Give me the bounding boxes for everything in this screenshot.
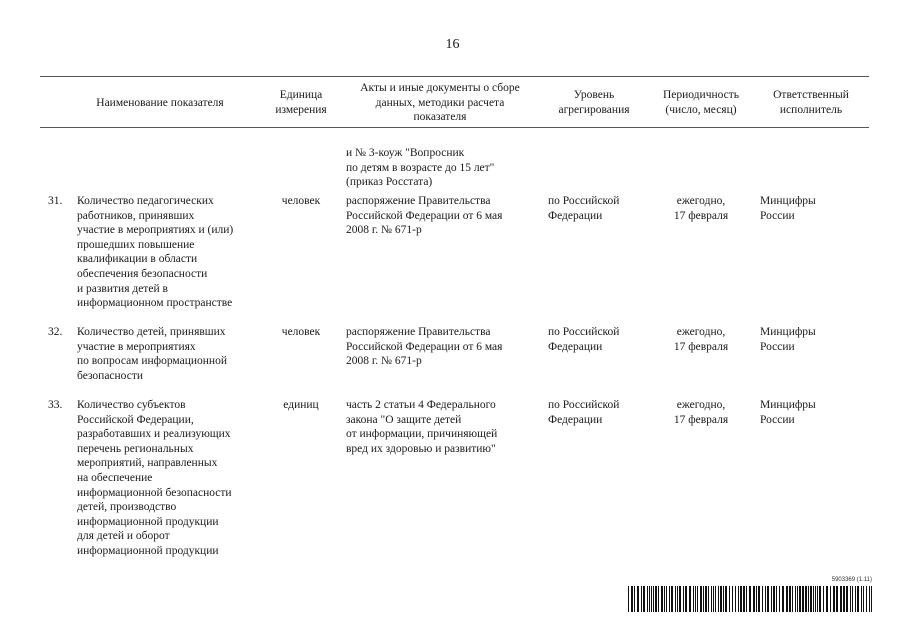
barcode-bar bbox=[792, 586, 793, 612]
barcode-bar bbox=[718, 586, 719, 612]
row-unit: человек bbox=[281, 195, 321, 207]
barcode-label: 5903369 (1.11) bbox=[831, 577, 872, 583]
row-responsible: Минцифры России bbox=[760, 326, 816, 353]
row-period: ежегодно, 17 февраля bbox=[673, 195, 729, 222]
barcode-bar bbox=[700, 586, 702, 612]
barcode-bar bbox=[813, 586, 814, 612]
barcode-bar bbox=[664, 586, 665, 612]
barcode-bar bbox=[767, 586, 769, 612]
barcode-bar bbox=[697, 586, 698, 612]
header-responsible: Ответственный исполнитель bbox=[773, 89, 849, 116]
barcode-bar bbox=[695, 586, 696, 612]
barcode-bar bbox=[738, 586, 739, 612]
barcode-bar bbox=[735, 586, 736, 612]
barcode-bar bbox=[857, 586, 859, 612]
barcode-bar bbox=[753, 586, 755, 612]
barcode-bar bbox=[833, 586, 835, 612]
barcode-bar bbox=[756, 586, 757, 612]
row-name: Количество педагогических работников, принявших участие в мероприятиях и (или) прошедших повышение квалификации в области обеспечения безопасности и развития детей в информационном пространстве bbox=[77, 195, 234, 310]
barcode-bar bbox=[711, 586, 712, 612]
table-top-rule bbox=[40, 76, 869, 77]
page-number: 16 bbox=[445, 37, 460, 52]
barcode-bar bbox=[762, 586, 763, 612]
row-period: ежегодно, 17 февраля bbox=[673, 326, 729, 353]
barcode-bar bbox=[861, 586, 862, 612]
row-level: по Российской Федерации bbox=[548, 399, 620, 426]
barcode-bar bbox=[779, 586, 780, 612]
barcode-bar bbox=[651, 586, 652, 612]
row-number: 33. bbox=[48, 399, 63, 411]
barcode-bar bbox=[705, 586, 707, 612]
row-name: Количество детей, принявших участие в мероприятиях по вопросам информационной безопасности bbox=[77, 326, 227, 382]
barcode-bar bbox=[850, 586, 851, 612]
row-acts: часть 2 статьи 4 Федерального закона "О защите детей от информации, причиняющей вред их здоровью и развитию" bbox=[346, 399, 498, 455]
barcode-bar bbox=[658, 586, 659, 612]
barcode-bar bbox=[810, 586, 812, 612]
barcode-bar bbox=[693, 586, 694, 612]
barcode-bar bbox=[655, 586, 657, 612]
barcode-bar bbox=[758, 586, 760, 612]
barcode-bar bbox=[740, 586, 742, 612]
barcode-bar bbox=[685, 586, 687, 612]
barcode-bar bbox=[808, 586, 809, 612]
barcode-bar bbox=[855, 586, 856, 612]
barcode-bar bbox=[773, 586, 775, 612]
barcode-bar bbox=[703, 586, 704, 612]
barcode-bar bbox=[805, 586, 807, 612]
barcode-bar bbox=[826, 586, 828, 612]
row-unit: единиц bbox=[283, 399, 319, 411]
barcode-bar bbox=[643, 586, 645, 612]
row-level: по Российской Федерации bbox=[548, 195, 620, 222]
barcode-bar bbox=[634, 586, 635, 612]
barcode-bar bbox=[683, 586, 684, 612]
row-number: 31. bbox=[48, 195, 63, 207]
barcode-bar bbox=[720, 586, 722, 612]
header-name: Наименование показателя bbox=[96, 96, 224, 109]
barcode-bar bbox=[666, 586, 667, 612]
barcode bbox=[628, 577, 872, 613]
row-period: ежегодно, 17 февраля bbox=[673, 399, 729, 426]
barcode-bar bbox=[823, 586, 824, 612]
continuation-text: и № 3-коуж "Вопросник по детям в возрасте до 15 лет" (приказ Росстата) bbox=[346, 147, 495, 189]
row-responsible: Минцифры России bbox=[760, 399, 816, 426]
barcode-bar bbox=[817, 586, 818, 612]
barcode-bar bbox=[843, 586, 845, 612]
barcode-bar bbox=[729, 586, 730, 612]
row-responsible: Минцифры России bbox=[760, 195, 816, 222]
header-level: Уровень агрегирования bbox=[558, 89, 630, 116]
barcode-bar bbox=[863, 586, 864, 612]
row-level: по Российской Федерации bbox=[548, 326, 620, 353]
barcode-bar bbox=[723, 586, 724, 612]
barcode-bar bbox=[715, 586, 716, 612]
barcode-bar bbox=[799, 586, 801, 612]
row-number: 32. bbox=[48, 326, 63, 338]
barcode-bar bbox=[815, 586, 816, 612]
barcode-bar bbox=[743, 586, 745, 612]
header-acts: Акты и иные документы о сборе данных, методики расчета показателя bbox=[360, 82, 520, 124]
barcode-bar bbox=[749, 586, 751, 612]
barcode-bar bbox=[871, 586, 872, 612]
barcode-bar bbox=[647, 586, 648, 612]
barcode-bar bbox=[852, 586, 853, 612]
barcode-bar bbox=[631, 586, 633, 612]
row-unit: человек bbox=[281, 326, 321, 338]
barcode-bar bbox=[771, 586, 772, 612]
header-bottom-rule bbox=[40, 127, 869, 128]
barcode-bar bbox=[671, 586, 673, 612]
barcode-bar bbox=[713, 586, 714, 612]
barcode-bar bbox=[866, 586, 867, 612]
barcode-bars bbox=[628, 586, 872, 612]
barcode-bar bbox=[661, 586, 663, 612]
barcode-bar bbox=[795, 586, 796, 612]
row-name: Количество субъектов Российской Федерации, разработавших и реализующих перечень региональных мероприятий, направленных на обеспечение информационной безопасности детей, производство информационной продукции для детей и оборот информационной продукции bbox=[77, 399, 232, 557]
header-period: Периодичность (число, месяц) bbox=[662, 89, 740, 116]
barcode-bar bbox=[789, 586, 791, 612]
barcode-bar bbox=[765, 586, 766, 612]
barcode-bar bbox=[641, 586, 642, 612]
row-acts: распоряжение Правительства Российской Федерации от 6 мая 2008 г. № 671-р bbox=[346, 326, 503, 368]
barcode-bar bbox=[653, 586, 654, 612]
barcode-bar bbox=[689, 586, 691, 612]
barcode-bar bbox=[840, 586, 842, 612]
barcode-bar bbox=[836, 586, 838, 612]
barcode-bar bbox=[869, 586, 870, 612]
barcode-bar bbox=[649, 586, 650, 612]
barcode-bar bbox=[725, 586, 727, 612]
barcode-bar bbox=[782, 586, 784, 612]
row-acts: распоряжение Правительства Российской Федерации от 6 мая 2008 г. № 671-р bbox=[346, 195, 503, 237]
barcode-bar bbox=[797, 586, 798, 612]
barcode-bar bbox=[637, 586, 639, 612]
barcode-bar bbox=[732, 586, 733, 612]
barcode-bar bbox=[786, 586, 788, 612]
barcode-bar bbox=[677, 586, 678, 612]
barcode-bar bbox=[628, 586, 629, 612]
barcode-bar bbox=[708, 586, 709, 612]
header-unit: Единица измерения bbox=[275, 89, 327, 116]
barcode-bar bbox=[802, 586, 804, 612]
barcode-bar bbox=[830, 586, 831, 612]
barcode-bar bbox=[675, 586, 676, 612]
barcode-bar bbox=[819, 586, 821, 612]
barcode-bar bbox=[746, 586, 747, 612]
barcode-bar bbox=[846, 586, 848, 612]
barcode-bar bbox=[776, 586, 777, 612]
barcode-bar bbox=[679, 586, 681, 612]
barcode-bar bbox=[669, 586, 670, 612]
